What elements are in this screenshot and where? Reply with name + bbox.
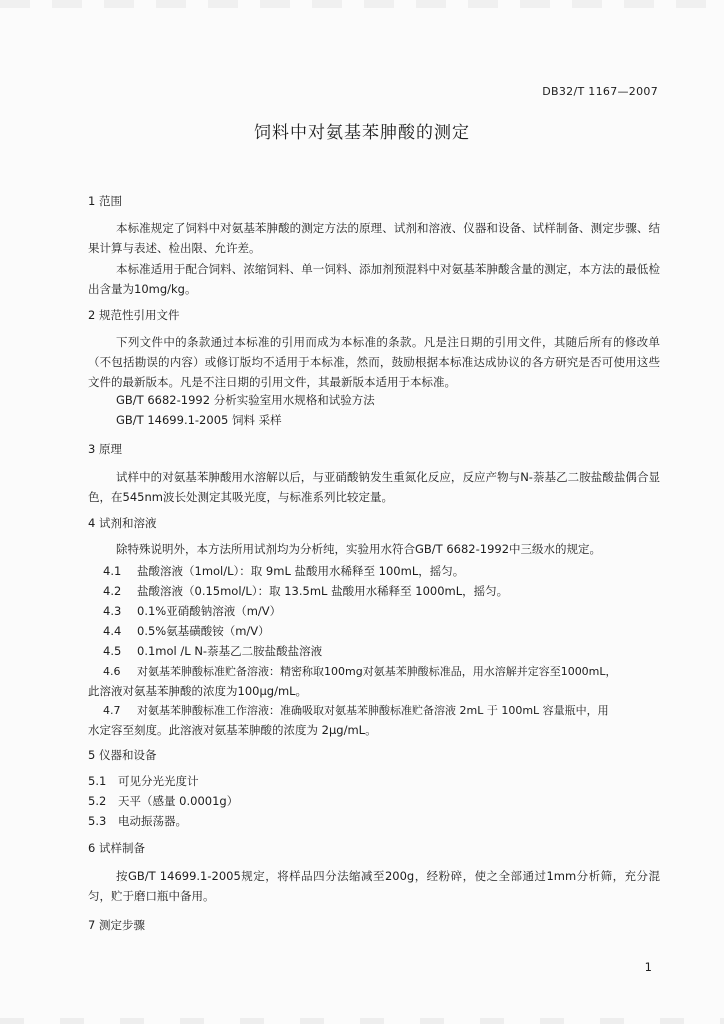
section-4-intro: 除特殊说明外，本方法所用试剂均为分析纯，实验用水符合GB/T 6682-1992中三级水的规定。 [116, 542, 602, 556]
item-text: 盐酸溶液（1mol/L）：取 9mL 盐酸用水稀释至 100mL，摇匀。 [137, 564, 465, 578]
reference-2: GB/T 14699.1-2005 饲料 采样 [116, 413, 282, 427]
page-number: 1 [644, 960, 652, 974]
list-item [103, 623, 270, 639]
list-item [88, 773, 199, 789]
item-text: 电动振荡器。 [118, 814, 187, 828]
list-item [103, 563, 464, 579]
item-text: 0.5%氨基磺酸铵（m/V） [137, 624, 270, 638]
item-number: 4.7 [103, 704, 121, 717]
list-item-4-6 [103, 663, 617, 679]
scan-artifact-bottom [0, 1018, 724, 1024]
list-item-4-7 [103, 702, 609, 718]
standard-number: DB32/T 1167—2007 [542, 85, 658, 98]
list-item-4-7-continued: 水定容至刻度。此溶液对氨基苯胂酸的浓度为 2μg/mL。 [88, 723, 377, 737]
section-7-heading: 7 测定步骤 [88, 918, 145, 932]
section-1-paragraph-1: 本标准规定了饲料中对氨基苯胂酸的测定方法的原理、试剂和溶液、仪器和设备、试样制备、测定步骤、结果计算与表述、检出限、允许差。 [88, 221, 660, 255]
item-text: 可见分光光度计 [118, 774, 199, 788]
section-6-paragraph-1: 按GB/T 14699.1-2005规定，将样品四分法缩减至200g，经粉碎，使之全部通过1mm分析筛，充分混匀，贮于磨口瓶中备用。 [88, 869, 660, 903]
item-text: 天平（感量 0.0001g） [118, 794, 239, 808]
item-number: 4.6 [103, 665, 121, 678]
reference-1: GB/T 6682-1992 分析实验室用水规格和试验方法 [116, 393, 375, 407]
section-3-paragraph-1: 试样中的对氨基苯胂酸用水溶解以后，与亚硝酸钠发生重氮化反应，反应产物与N-萘基乙二胺盐酸盐偶合显色，在545nm波长处测定其吸光度，与标准系列比较定量。 [88, 470, 660, 504]
item-number: 5.1 [88, 774, 107, 788]
list-item [103, 583, 508, 599]
item-number: 4.1 [103, 564, 122, 578]
section-6-heading: 6 试样制备 [88, 841, 145, 855]
item-text: 0.1%亚硝酸钠溶液（m/V） [137, 604, 282, 618]
section-1-paragraph-2: 本标准适用于配合饲料、浓缩饲料、单一饲料、添加剂预混料中对氨基苯胂酸含量的测定，本方法的最低检出含量为10mg/kg。 [88, 262, 660, 296]
item-text: 盐酸溶液（0.15mol/L）：取 13.5mL 盐酸用水稀释至 1000mL，摇匀。 [137, 584, 509, 598]
item-number: 4.4 [103, 624, 122, 638]
item-number: 5.2 [88, 794, 107, 808]
item-number: 4.2 [103, 584, 122, 598]
list-item [88, 813, 187, 829]
item-number: 4.3 [103, 604, 122, 618]
list-item [88, 793, 238, 809]
list-item [103, 603, 281, 619]
item-text: 0.1mol /L N-萘基乙二胺盐酸盐溶液 [137, 644, 323, 658]
item-text: 对氨基苯胂酸标准工作溶液：准确吸取对氨基苯胂酸标准贮备溶液 2mL 于 100mL 容量瓶中，用 [137, 704, 609, 717]
section-5-heading: 5 仪器和设备 [88, 748, 157, 762]
section-2-heading: 2 规范性引用文件 [88, 308, 180, 322]
scan-artifact-top [0, 0, 724, 8]
section-1-heading: 1 范围 [88, 194, 122, 208]
list-item [103, 643, 322, 659]
section-4-heading: 4 试剂和溶液 [88, 516, 157, 530]
item-text: 对氨基苯胂酸标准贮备溶液：精密称取100mg对氨基苯胂酸标准品，用水溶解并定容至1000mL， [137, 665, 617, 678]
item-number: 4.5 [103, 644, 122, 658]
item-number: 5.3 [88, 814, 107, 828]
section-2-paragraph-1: 下列文件中的条款通过本标准的引用而成为本标准的条款。凡是注日期的引用文件，其随后所有的修改单（不包括勘误的内容）或修订版均不适用于本标准，然而，鼓励根据本标准达成协议的各方研究是否可使用这些文件的最新版本。凡是不注日期的引用文件，其最新版本适用于本标准。 [88, 335, 660, 389]
list-item-4-6-continued: 此溶液对氨基苯胂酸的浓度为100μg/mL。 [88, 684, 308, 698]
section-3-heading: 3 原理 [88, 442, 122, 456]
document-title: 饲料中对氨基苯胂酸的测定 [254, 123, 470, 143]
